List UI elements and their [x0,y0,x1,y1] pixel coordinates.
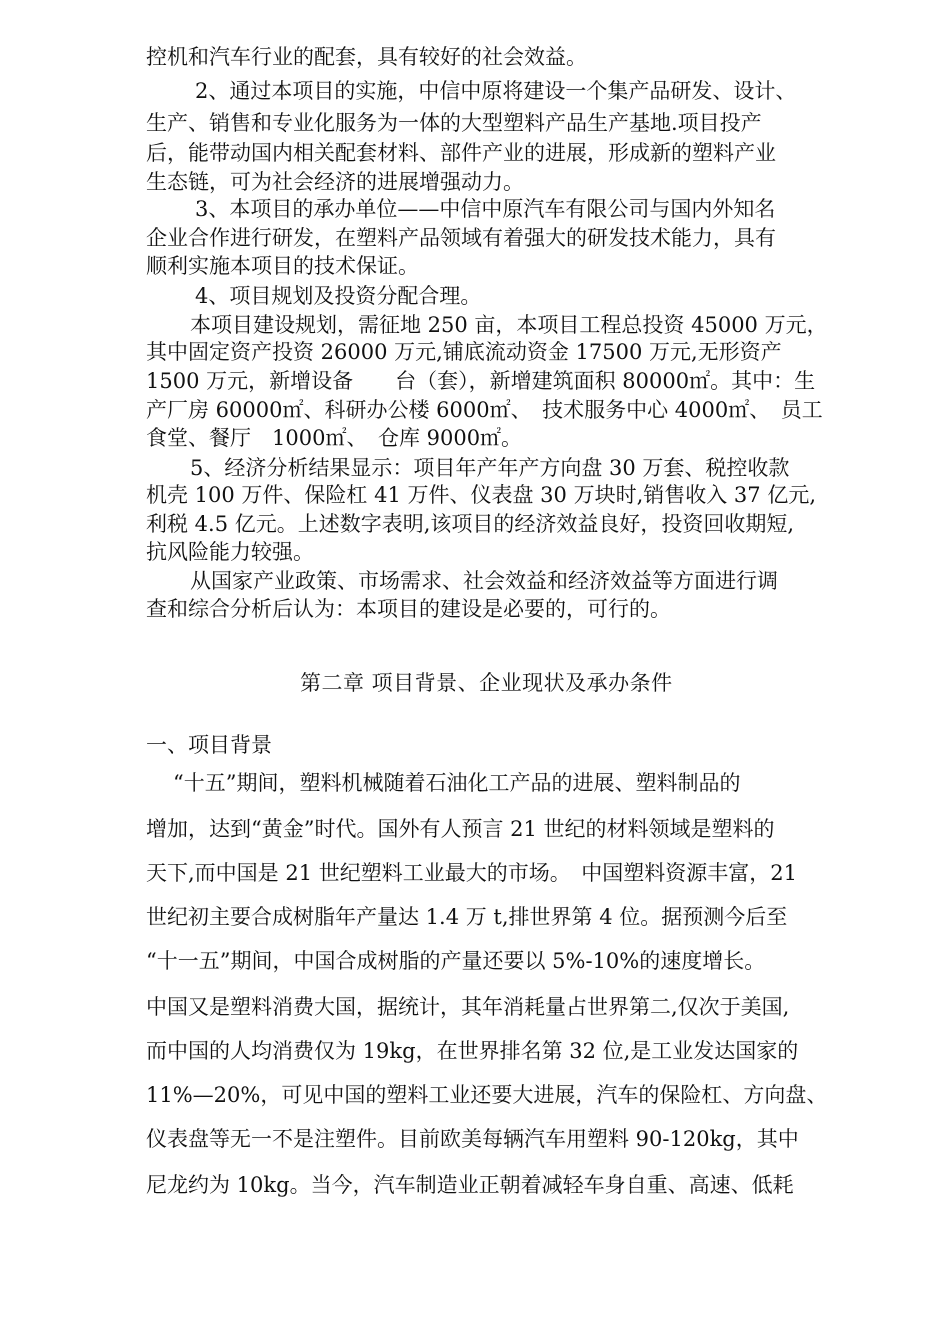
paragraph-line: 1500 万元，新增设备 台（套），新增建筑面积 80000㎡。其中：生 [146,369,816,393]
paragraph-line: 天下,而中国是 21 世纪塑料工业最大的市场。 中国塑料资源丰富，21 [146,861,797,885]
paragraph-line: 仪表盘等无一不是注塑件。目前欧美每辆汽车用塑料 90-120kg，其中 [146,1127,799,1151]
paragraph-line: “十一五”期间，中国合成树脂的产量还要以 5%-10%的速度增长。 [146,949,766,973]
paragraph-line: 其中固定资产投资 26000 万元,铺底流动资金 17500 万元,无形资产 [146,340,782,364]
paragraph-line: 顺利实施本项目的技术保证。 [146,254,419,278]
paragraph-line: 控机和汽车行业的配套，具有较好的社会效益。 [146,45,587,69]
paragraph-line: 产厂房 60000㎡、科研办公楼 6000㎡、 技术服务中心 4000㎡、 员工 [146,398,823,422]
paragraph-line: 11%—20%，可见中国的塑料工业还要大进展，汽车的保险杠、方向盘、 [146,1083,828,1107]
paragraph-line: 生态链，可为社会经济的进展增强动力。 [146,170,524,194]
paragraph-line: 4、项目规划及投资分配合理。 [195,284,482,308]
paragraph-line: 3、本项目的承办单位——中信中原汽车有限公司与国内外知名 [195,197,776,221]
paragraph-line: 后，能带动国内相关配套材料、部件产业的进展，形成新的塑料产业 [146,141,776,165]
section-heading: 一、项目背景 [146,733,272,757]
paragraph-line: 2、通过本项目的实施，中信中原将建设一个集产品研发、设计、 [195,79,797,103]
paragraph-line: “十五”期间，塑料机械随着石油化工产品的进展、塑料制品的 [173,771,741,795]
paragraph-line: 食堂、餐厅 1000㎡、 仓库 9000㎡。 [146,426,523,450]
paragraph-line: 增加，达到“黄金”时代。国外有人预言 21 世纪的材料领域是塑料的 [146,817,775,841]
chapter-title: 第二章 项目背景、企业现状及承办条件 [300,671,673,695]
paragraph-line: 中国又是塑料消费大国，据统计，其年消耗量占世界第二,仅次于美国, [146,995,790,1019]
paragraph-line: 从国家产业政策、市场需求、社会效益和经济效益等方面进行调 [190,569,778,593]
paragraph-line: 查和综合分析后认为：本项目的建设是必要的，可行的。 [146,597,671,621]
paragraph-line: 生产、销售和专业化服务为一体的大型塑料产品生产基地.项目投产 [146,111,762,135]
paragraph-line: 本项目建设规划，需征地 250 亩，本项目工程总投资 45000 万元， [190,313,828,337]
paragraph-line: 5、经济分析结果显示：项目年产年产方向盘 30 万套、税控收款 [190,456,790,480]
paragraph-line: 尼龙约为 10kg。当今，汽车制造业正朝着减轻车身自重、高速、低耗 [146,1173,794,1197]
paragraph-line: 企业合作进行研发，在塑料产品领域有着强大的研发技术能力，具有 [146,226,776,250]
paragraph-line: 世纪初主要合成树脂年产量达 1.4 万 t,排世界第 4 位。据预测今后至 [146,905,788,929]
paragraph-line: 而中国的人均消费仅为 19kg，在世界排名第 32 位,是工业发达国家的 [146,1039,799,1063]
paragraph-line: 利税 4.5 亿元。上述数字表明,该项目的经济效益良好，投资回收期短, [146,512,795,536]
paragraph-line: 机壳 100 万件、保险杠 41 万件、仪表盘 30 万块时,销售收入 37 亿元, [146,483,816,507]
paragraph-line: 抗风险能力较强。 [146,540,314,564]
